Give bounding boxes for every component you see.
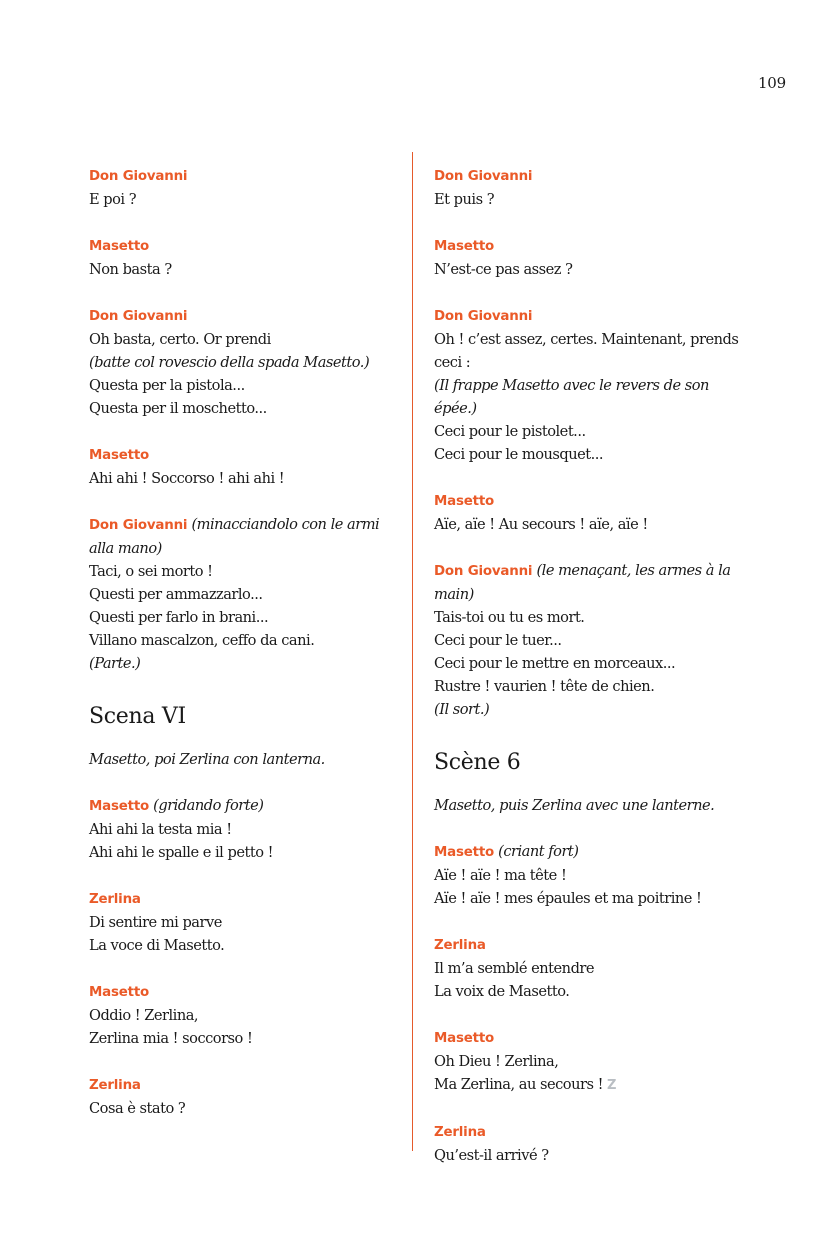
dialogue-block	[434, 304, 754, 466]
italian-column	[89, 164, 409, 1143]
speaker-name: Masetto	[89, 985, 150, 1000]
dialogue-block	[89, 748, 409, 771]
dialogue-block	[89, 1073, 409, 1120]
speaker-name: Don Giovanni	[434, 309, 533, 324]
speaker-line	[89, 794, 409, 818]
dialogue-line: E poi ?	[89, 191, 137, 208]
speaker-line	[434, 234, 754, 258]
speaker-name: Don Giovanni	[434, 564, 533, 579]
dialogue-block	[89, 304, 409, 420]
dialogue-line: Aïe ! aïe ! ma tête !	[434, 867, 567, 884]
french-column	[434, 164, 754, 1190]
speaker-name: Masetto	[89, 799, 150, 814]
dialogue-line: La voix de Masetto.	[434, 983, 570, 1000]
speaker-line	[89, 443, 409, 467]
stage-direction: (batte col rovescio della spada Masetto.)	[89, 354, 370, 371]
dialogue-after-scene	[89, 748, 409, 1120]
stage-direction: main)	[434, 586, 474, 603]
dialogue-line: Aïe, aïe ! Au secours ! aïe, aïe !	[434, 516, 648, 533]
dialogue-after-scene	[434, 794, 754, 1167]
stage-direction: Masetto, poi Zerlina con lanterna.	[89, 751, 325, 768]
speaker-name: Masetto	[434, 1031, 495, 1046]
margin-mark: Z	[606, 1078, 616, 1093]
dialogue-block	[89, 887, 409, 957]
speaker-line	[89, 164, 409, 188]
speaker-line	[89, 234, 409, 258]
dialogue-line: Oh Dieu ! Zerlina,	[434, 1053, 559, 1070]
speaker-line	[434, 559, 754, 583]
speaker-name: Zerlina	[89, 1078, 141, 1093]
dialogue-block	[434, 164, 754, 211]
dialogue-block	[434, 840, 754, 910]
dialogue-line: Rustre ! vaurien ! tête de chien.	[434, 678, 655, 695]
dialogue-block	[89, 443, 409, 490]
speaker-line	[89, 304, 409, 328]
dialogue-line: Ma Zerlina, au secours !	[434, 1076, 603, 1093]
speaker-name: Masetto	[89, 448, 150, 463]
stage-direction: (minacciandolo con le armi	[191, 516, 380, 533]
speaker-name: Don Giovanni	[434, 169, 533, 184]
dialogue-line: N’est-ce pas assez ?	[434, 261, 573, 278]
dialogue-block	[434, 489, 754, 536]
stage-direction: (Parte.)	[89, 655, 141, 672]
dialogue-line-with-mark	[434, 1073, 754, 1097]
dialogue-block	[434, 559, 754, 721]
speaker-line	[89, 887, 409, 911]
dialogue-line: Et puis ?	[434, 191, 495, 208]
speaker-name: Don Giovanni	[89, 518, 188, 533]
column-divider	[412, 152, 413, 1151]
stage-direction: (le menaçant, les armes à la	[536, 562, 731, 579]
dialogue-line: Ahi ahi la testa mia !	[89, 821, 232, 838]
stage-direction: Masetto, puis Zerlina avec une lanterne.	[434, 797, 715, 814]
dialogue-line: Cosa è stato ?	[89, 1100, 186, 1117]
speaker-line	[89, 980, 409, 1004]
speaker-name: Masetto	[434, 239, 495, 254]
dialogue-block	[89, 794, 409, 864]
speaker-name: Masetto	[89, 239, 150, 254]
dialogue-line: Questi per farlo in brani...	[89, 609, 269, 626]
stage-direction: alla mano)	[89, 540, 162, 557]
dialogue-line: Questa per la pistola...	[89, 377, 245, 394]
dialogue-line: Tais-toi ou tu es mort.	[434, 609, 585, 626]
scene-title: Scena VI	[89, 704, 186, 729]
stage-direction: (gridando forte)	[153, 797, 264, 814]
dialogue-line: Oddio ! Zerlina,	[89, 1007, 199, 1024]
dialogue-line: Villano mascalzon, ceffo da cani.	[89, 632, 315, 649]
dialogue-line: Qu’est-il arrivé ?	[434, 1147, 549, 1164]
speaker-line	[434, 489, 754, 513]
speaker-name: Masetto	[434, 494, 495, 509]
dialogue-line: Oh basta, certo. Or prendi	[89, 331, 271, 348]
dialogue-line: Ceci pour le tuer...	[434, 632, 562, 649]
dialogue-block	[89, 164, 409, 211]
page-number: 109	[757, 74, 786, 92]
dialogue-line: Ceci pour le pistolet...	[434, 423, 586, 440]
dialogue-line: La voce di Masetto.	[89, 937, 225, 954]
dialogue-block	[434, 234, 754, 281]
dialogue-before-scene	[434, 164, 754, 721]
dialogue-line: Zerlina mia ! soccorso !	[89, 1030, 253, 1047]
dialogue-line: Questi per ammazzarlo...	[89, 586, 263, 603]
dialogue-line: Taci, o sei morto !	[89, 563, 213, 580]
speaker-name: Zerlina	[89, 892, 141, 907]
dialogue-line: Non basta ?	[89, 261, 172, 278]
speaker-line	[434, 933, 754, 957]
speaker-name: Don Giovanni	[89, 309, 188, 324]
dialogue-block	[434, 1026, 754, 1097]
speaker-name: Zerlina	[434, 1125, 486, 1140]
scene-title: Scène 6	[434, 750, 521, 775]
dialogue-before-scene	[89, 164, 409, 675]
speaker-name: Zerlina	[434, 938, 486, 953]
speaker-line	[434, 1026, 754, 1050]
dialogue-block	[89, 980, 409, 1050]
dialogue-block	[434, 1120, 754, 1167]
speaker-line	[434, 840, 754, 864]
dialogue-block	[89, 513, 409, 675]
dialogue-line: Ahi ahi le spalle e il petto !	[89, 844, 273, 861]
speaker-name: Masetto	[434, 845, 495, 860]
dialogue-block	[434, 933, 754, 1003]
speaker-line	[89, 1073, 409, 1097]
dialogue-line: Ahi ahi ! Soccorso ! ahi ahi !	[89, 470, 285, 487]
dialogue-line: Ceci pour le mousquet...	[434, 446, 604, 463]
speaker-line	[434, 164, 754, 188]
speaker-line	[434, 304, 754, 328]
speaker-line	[434, 1120, 754, 1144]
dialogue-line: Aïe ! aïe ! mes épaules et ma poitrine !	[434, 890, 702, 907]
dialogue-line: Questa per il moschetto...	[89, 400, 267, 417]
dialogue-line: Ceci pour le mettre en morceaux...	[434, 655, 676, 672]
dialogue-line: Di sentire mi parve	[89, 914, 222, 931]
dialogue-block	[434, 794, 754, 817]
stage-direction: (criant fort)	[498, 843, 579, 860]
dialogue-line: Oh ! c’est assez, certes. Maintenant, prends ceci :	[434, 331, 739, 371]
stage-direction: (Il frappe Masetto avec le revers de son épée.)	[434, 377, 709, 417]
dialogue-line: Il m’a semblé entendre	[434, 960, 595, 977]
stage-direction: (Il sort.)	[434, 701, 490, 718]
dialogue-block	[89, 234, 409, 281]
speaker-name: Don Giovanni	[89, 169, 188, 184]
speaker-line	[89, 513, 409, 537]
